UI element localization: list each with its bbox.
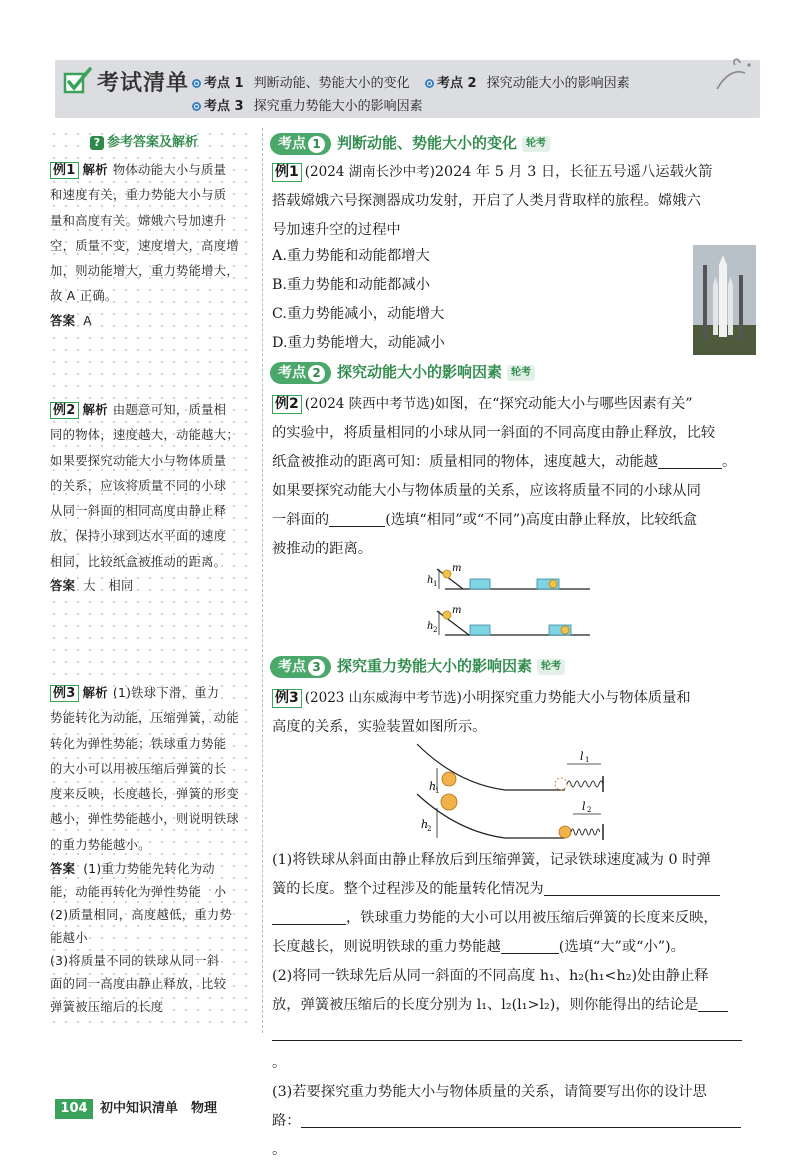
- svg-text:1: 1: [433, 580, 438, 588]
- answer-example-2: 例2 解析 由题意可知，质量相 同的物体，速度越大，动能越大； 如果要探究动能大小与物体质量 的关系，应该将质量不同的小球 从同一斜面的相同高度由静止释 放，保持小球到达水平面的速度 相同，比较纸盒被推动的距离。 答案 大 相同: [50, 403, 239, 594]
- rotation-badge: 轮考: [507, 365, 535, 381]
- ramp-experiment-figure: [425, 563, 595, 641]
- checkbox-check-icon: [63, 66, 93, 96]
- exam-point-heading-2: 考点 2 探究动能大小的影响因素 轮考: [270, 361, 535, 383]
- ramp-setup-2: [427, 605, 590, 635]
- question-3-intro: 例3 (2023 山东威海中考节选)小明探究重力势能大小与物体质量和 高度的关系，实验装置如图所示。: [272, 690, 691, 735]
- hint-icon: ?: [90, 136, 104, 150]
- bullet-icon: [425, 79, 434, 88]
- page-number: 104: [55, 1099, 93, 1119]
- svg-text:l: l: [580, 750, 584, 763]
- option-d: D.重力势能增大，动能减小: [272, 335, 445, 351]
- answer-example-3: 例3 解析 (1)铁球下滑，重力 势能转化为动能，压缩弹簧，动能 转化为弹性势能；铁球重力势能 的大小可以用被压缩后弹簧的长 度来反映，长度越长，弹簧的形变 越小，弹性势能越小，则说明铁球 的重力势能越小。 答案 (1)重力势能先转化为动 能，动能再转化为弹性势能 小 (2)质量相同，高度越低，重力势 能越小 (3)将质量不同的铁球从同一斜 面的同一高度由静止释放，比较 弹簧被压缩后的长度: [50, 686, 239, 1015]
- column-divider: [262, 128, 263, 1033]
- spring-experiment-figure: [415, 742, 625, 842]
- svg-text:1: 1: [435, 787, 440, 795]
- example-tag: 例3: [50, 685, 79, 702]
- exam-point-1: 考点 1 判断动能、势能大小的变化: [192, 72, 410, 91]
- rotation-badge: 轮考: [537, 659, 565, 675]
- exam-point-pill: 考点 3: [270, 656, 331, 678]
- option-a: A.重力势能和动能都增大: [272, 248, 430, 264]
- exam-point-pill: 考点 1: [270, 133, 331, 155]
- answer-heading: ? 参考答案及解析: [90, 131, 198, 150]
- rocket-launch-photo: [693, 245, 756, 355]
- exam-point-3: 考点 3 探究重力势能大小的影响因素: [192, 95, 423, 114]
- fill-blank[interactable]: [658, 452, 722, 469]
- svg-text:h: h: [427, 575, 434, 586]
- option-c: C.重力势能减小，动能增大: [272, 306, 445, 322]
- fill-blank[interactable]: [544, 879, 720, 896]
- example-tag: 例2: [272, 395, 302, 414]
- spring-setup-1: [417, 744, 603, 795]
- exam-point-heading-3: 考点 3 探究重力势能大小的影响因素 轮考: [270, 655, 565, 677]
- fill-blank[interactable]: [329, 510, 385, 527]
- exam-point-pill: 考点 2: [270, 362, 331, 384]
- option-b: B.重力势能和动能都减小: [272, 277, 431, 293]
- question-3-parts: (1)将铁球从斜面由静止释放后到压缩弹簧，记录铁球速度减为 0 时弹 簧的长度。整个过程涉及的能量转化情况为 ，铁球重力势能的大小可以用被压缩后弹簧的长度来反映， 长度越长，则说明铁球的重力势能越 (选填“大”或“小”)。 (2)将同一铁球先后从同一斜面的不同高度 h₁、h₂(h₁<h₂)处由静止释 放，弹簧被压缩后的长度分别为 l₁、l₂(l₁>l₂)，则你能得出的结论是 。 (3)若要探究重力势能大小与物体质量的关系，请简要写出你的设计思 路：。: [272, 846, 750, 1165]
- bullet-icon: [192, 102, 201, 111]
- page-footer: [0, 1096, 800, 1122]
- ramp-setup-1: [427, 563, 590, 589]
- bullet-icon: [192, 79, 201, 88]
- question-1: 例1 (2024 湖南长沙中考)2024 年 5 月 3 日，长征五号遥八运载火箭 搭载嫦娥六号探测器成功发射，开启了人类月背取样的旅程。嫦娥六 号加速升空的过程中: [272, 158, 758, 245]
- example-tag: 例2: [50, 402, 79, 419]
- svg-text:1: 1: [585, 756, 590, 764]
- rocket-icon: [693, 245, 756, 355]
- example-tag: 例3: [272, 689, 302, 708]
- fill-blank[interactable]: [501, 937, 559, 954]
- fill-blank[interactable]: [272, 1024, 742, 1041]
- answer-example-1: 例1 解析 物体动能大小与质量 和速度有关，重力势能大小与质 量和高度有关。嫦娥六号加速升 空，质量不变，速度增大，高度增 加，则动能增大，重力势能增大， 故 A 正确。 答案 A: [50, 163, 239, 328]
- svg-text:h: h: [427, 621, 434, 632]
- svg-text:2: 2: [427, 825, 432, 833]
- rotation-badge: 轮考: [522, 136, 550, 152]
- decoration-swirl-icon: [705, 55, 755, 95]
- example-tag: 例1: [50, 162, 79, 179]
- svg-text:m: m: [452, 563, 462, 574]
- svg-text:h: h: [421, 818, 429, 831]
- svg-text:m: m: [452, 605, 462, 616]
- svg-text:2: 2: [433, 626, 438, 634]
- question-1-options: [272, 242, 445, 358]
- spring-setup-2: [417, 794, 603, 840]
- fill-blank[interactable]: [698, 995, 728, 1012]
- book-title: 初中知识清单 物理: [100, 1101, 218, 1116]
- answer-column: [48, 128, 256, 1033]
- svg-text:l: l: [582, 800, 586, 813]
- question-2: 例2 (2024 陕西中考节选)如图，在“探究动能大小与哪些因素有关” 的实验中，将质量相同的小球从同一斜面的不同高度由静止释放，比较 纸盒被推动的距离可知：质量相同的物体，速度越大，动能越 。 如果要探究动能大小与物体质量的关系，应该将质量不同的小球从同 一斜面的 (选填“相同”或“不同”)高度由静止释放，比较纸盒 被推动的距离。: [272, 396, 737, 557]
- answer-value: 大 相同: [83, 579, 134, 594]
- svg-text:2: 2: [587, 806, 592, 814]
- svg-text:h: h: [429, 780, 437, 793]
- example-tag: 例1: [272, 163, 302, 182]
- section-title: 考试清单: [97, 71, 190, 96]
- fill-blank[interactable]: [272, 908, 346, 925]
- exam-point-2: 考点 2 探究动能大小的影响因素: [425, 72, 630, 91]
- answer-value: A: [83, 313, 92, 328]
- exam-point-heading-1: 考点 1 判断动能、势能大小的变化 轮考: [270, 132, 550, 154]
